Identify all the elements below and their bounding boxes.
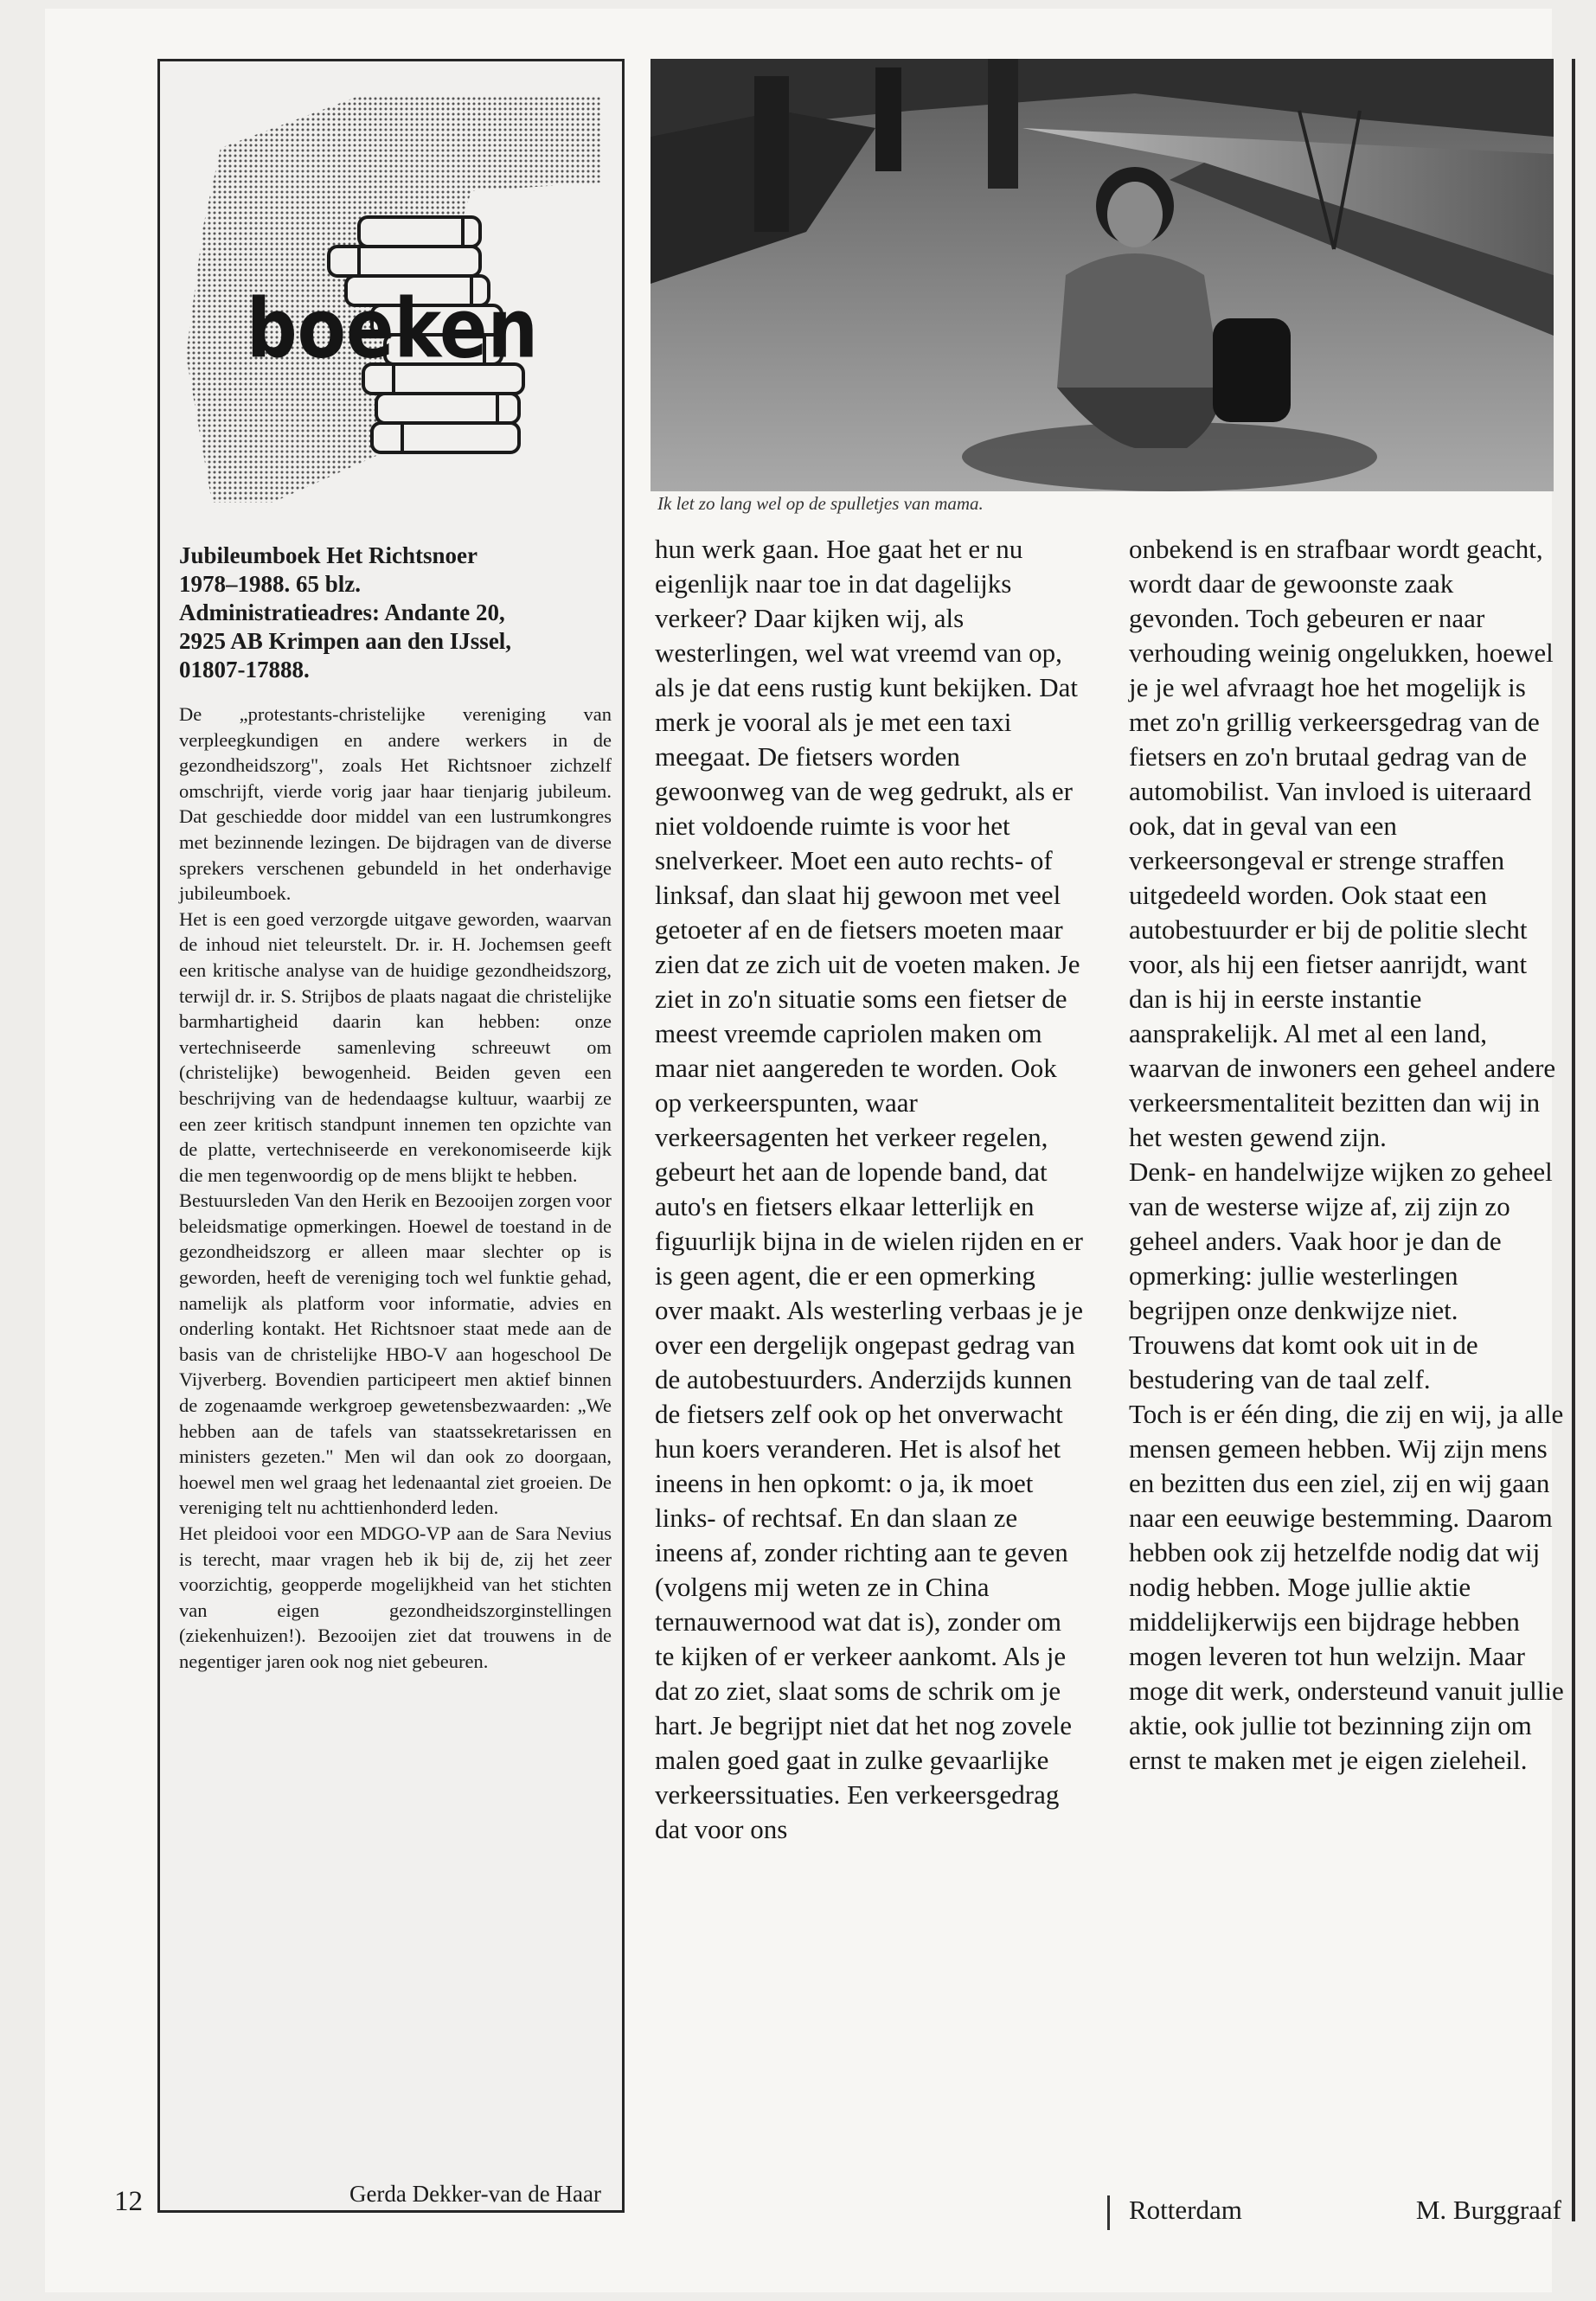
page-edge-rule [1572, 59, 1575, 2221]
article-column-2 [1129, 532, 1566, 1778]
page [45, 9, 1564, 2292]
review-book-details [179, 542, 612, 684]
review-title-line: 01807-17888. [179, 657, 310, 683]
article-paragraph: onbekend is en strafbaar wordt geacht, wordt daar de gewoonste zaak gevonden. Toch gebeuren er naar verhouding weinig ongelukken, hoewel je je wel afvraagt hoe het mogelijk is met zo'n grillig verkeersgedrag van de fietsers en zo'n brutaal gedrag van de automobilist. Van invloed is uiteraard ook, dat in geval van een verkeersongeval er strenge straffen uitgedeeld worden. Ook staat een autobestuurder er bij de politie slecht voor, als hij een fietser aanrijdt, want dan is hij in eerste instantie aansprakelijk. Al met al een land, waarvan de inwoners een geheel andere verkeersmentaliteit bezitten dan wij in het westen gewend zijn. [1129, 534, 1556, 1152]
street-photo [651, 59, 1554, 491]
review-title-line: 2925 AB Krimpen aan den IJssel, [179, 628, 512, 654]
page-number: 12 [114, 2186, 143, 2217]
article-column-1 [655, 532, 1087, 1847]
street-photo-image [651, 59, 1554, 491]
article-paragraph: Denk- en handelwijze wijken zo geheel van de westerse wijze af, zij zijn zo geheel anders. Vaak hoor je dan de opmerking: jullie westerlingen begrijpen onze denkwijze niet. Trouwens dat komt ook uit in de bestudering van de taal zelf. [1129, 1157, 1553, 1394]
photo-caption: Ik let zo lang wel op de spulletjes van mama. [657, 493, 984, 514]
review-title-line: Jubileumboek Het Richtsnoer [179, 542, 478, 568]
review-signature: Gerda Dekker-van de Haar [349, 2181, 601, 2207]
review-title-line: Administratieadres: Andante 20, [179, 599, 505, 625]
article-byline [1129, 2195, 1561, 2226]
review-title-line: 1978–1988. 65 blz. [179, 571, 362, 597]
book-review-sidebar [157, 59, 625, 2213]
boeken-header-art [186, 96, 601, 520]
review-paragraph: Het is een goed verzorgde uitgave geworden, waarvan de inhoud niet teleurstelt. Dr. ir. H. Jochemsen geeft een kritische analyse van de huidige gezondheidszorg, terwijl dr. ir. S. Strijbos de plaats nagaat die christelijke barmhartigheid daarin kan hebben: onze vertechniseerde samenleving schreeuwt om (christelijke) bewogenheid. Beiden geven een beschrijving van de hedendaagse kultuur, waarbij ze een zeer kritisch standpunt innemen ten opzichte van de platte, vertechniseerde en verekonomiseerde kijk die men tegenwoordig op de mens blijkt te hebben. [179, 907, 612, 1186]
article-place: Rotterdam [1129, 2195, 1242, 2225]
article-paragraph: hun werk gaan. Hoe gaat het er nu eigenlijk naar toe in dat dagelijks verkeer? Daar kijken wij, als westerlingen, wel wat vreemd van op, als je dat eens rustig kunt bekijken. Dat merk je vooral als je met een taxi meegaat. De fietsers worden gewoonweg van de weg gedrukt, als er niet voldoende ruimte is voor het snelverkeer. Moet een auto rechts- of linksaf, dan slaat hij gewoon met veel getoeter af en de fietsers moeten maar zien dat ze zich uit de voeten maken. Je ziet in zo'n situatie soms een fietser de meest vreemde capriolen maken om maar niet aangereden te worden. Ook op verkeerspunten, waar verkeersagenten het verkeer regelen, gebeurt het aan de lopende band, dat auto's en fietsers elkaar letterlijk en figuurlijk bijna in de wielen rijden en er is geen agent, die er een opmerking over maakt. Als westerling verbaas je je over een dergelijk ongepast gedrag van de autobestuurders. Anderzijds kunnen de fietsers zelf ook op het onverwacht hun koers veranderen. Het is alsof het ineens in hen opkomt: o ja, ik moet links- of rechtsaf. En dan slaan ze ineens af, zonder richting aan te geven (volgens mij weten ze in China ternauwernood wat dat is), zonder om te kijken of er verkeer aankomt. Als je dat zo ziet, slaat soms de schrik om je hart. Je begrijpt niet dat het nog zovele malen goed gaat in zulke gevaarlijke verkeerssituaties. Een verkeersgedrag dat voor ons [655, 534, 1083, 1844]
review-paragraph: Het pleidooi voor een MDGO-VP aan de Sara Nevius is terecht, maar vragen heb ik bij de, zij het zeer voorzichtig, geopperde mogelijkheid van het stichten van eigen gezondheidszorginstellingen (ziekenhuizen!). Bezooijen ziet dat trouwens in de negentiger jaren ook nog niet gebeuren. [179, 1522, 612, 1672]
review-body [179, 702, 612, 1675]
article-author: M. Burggraaf [1415, 2195, 1561, 2225]
article-paragraph: Toch is er één ding, die zij en wij, ja alle mensen gemeen hebben. Wij zijn mens en bezitten dus een ziel, zij en wij gaan naar een eeuwige bestemming. Daarom hebben ook zij hetzelfde nodig dat wij nodig hebben. Moge jullie aktie middelijkerwijs een bijdrage hebben mogen leveren tot hun welzijn. Maar moge dit werk, ondersteund vanuit jullie aktie, ook jullie tot bezinning zijn om ernst te maken met je eigen zieleheil. [1129, 1399, 1564, 1775]
boeken-logo-text: boeken [247, 280, 538, 376]
column-divider [1107, 2195, 1110, 2230]
review-paragraph: De „protestants-christelijke vereniging van verpleegkundigen en andere werkers in de gezondheidszorg", zoals Het Richtsnoer zichzelf omschrijft, vierde vorig jaar haar tienjarig jubileum. Dat geschiedde door middel van een lustrumkongres met bezinnende lezingen. De bijdragen van de diverse sprekers verschenen gebundeld in het onderhavige jubileumboek. [179, 703, 612, 905]
review-paragraph: Bestuursleden Van den Herik en Bezooijen zorgen voor beleidsmatige opmerkingen. Hoewel de toestand in de gezondheidszorg er alleen maar slechter op is geworden, heeft de vereniging toch wel funktie gehad, namelijk als platform voor informatie, advies en onderling kontakt. Het Richtsnoer staat mede aan de basis van de christelijke HBO-V aan hogeschool De Vijverberg. Bovendien participeert men aktief binnen de zogenaamde werkgroep gewetensbezwaarden: „We hebben aan de tafels van staatssekretarissen en ministers gezeten." Men wil dan ook zo doorgaan, hoewel men wel graag het ledenaantal ziet groeien. De vereniging telt nu achttienhonderd leden. [179, 1189, 612, 1519]
